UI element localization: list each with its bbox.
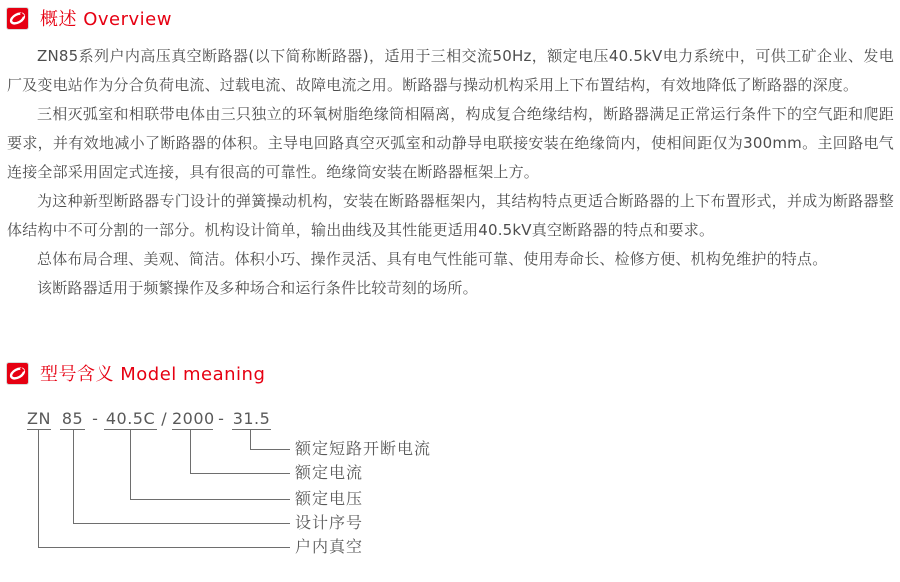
label-design-serial: 设计序号: [295, 513, 364, 532]
connector-line: [73, 430, 74, 523]
model-segment-design-serial: 85: [61, 409, 84, 428]
label-breaking-current: 额定短路开断电流: [295, 439, 432, 458]
overview-section-header: [0, 0, 900, 31]
model-meaning-title: 型号含义 Model meaning: [40, 364, 266, 385]
connector-line: [38, 547, 290, 548]
model-segment-rated-voltage: 40.5C: [105, 409, 156, 428]
connector-line: [250, 430, 251, 449]
logo-swirl-icon: [6, 7, 29, 30]
connector-line: [250, 449, 290, 450]
label-rated-voltage: 额定电压: [295, 489, 364, 508]
model-segment-breaking-current: 31.5: [232, 409, 271, 428]
connector-line: [38, 430, 39, 547]
overview-body: [0, 31, 900, 303]
overview-paragraph: 该断路器适用于频繁操作及多种场合和运行条件比较苛刻的场所。: [37, 279, 478, 297]
model-segment-type: ZN: [27, 409, 51, 428]
connector-line: [190, 473, 290, 474]
connector-line: [190, 430, 191, 473]
connector-line: [73, 523, 290, 524]
logo-swirl-icon: [6, 362, 29, 385]
connector-line: [130, 430, 131, 499]
connector-line: [130, 499, 290, 500]
overview-paragraph: ZN85系列户内高压真空断路器(以下简称断路器)，适用于三相交流50Hz，额定电压40.5kV电力系统中，可供工矿企业、发电厂及变电站作为分合负荷电流、过载电流、故障电流之用。断路器与操动机构采用上下布置结构，有效地降低了断路器的深度。: [7, 47, 894, 94]
model-segment-rated-current: 2000: [172, 409, 215, 428]
overview-paragraph: 为这种新型断路器专门设计的弹簧操动机构，安装在断路器框架内，其结构特点更适合断路器的上下布置形式，并成为断路器整体结构中不可分割的一部分。机构设计简单，输出曲线及其性能更适用40.5kV真空断路器的特点和要求。: [7, 192, 894, 239]
overview-paragraph: 三相灭弧室和相联带电体由三只独立的环氧树脂绝缘筒相隔离，构成复合绝缘结构，断路器满足正常运行条件下的空气距和爬距要求，并有效地减小了断路器的体积。主导电回路真空灭弧室和动静导电联接安装在绝缘筒内，使相间距仅为300mm。主回路电气连接全部采用固定式连接，具有很高的可靠性。绝缘筒安装在断路器框架上方。: [7, 105, 894, 181]
model-separator: -: [92, 409, 98, 428]
label-indoor-vacuum: 户内真空: [295, 537, 364, 556]
overview-paragraph: 总体布局合理、美观、简洁。体积小巧、操作灵活、具有电气性能可靠、使用寿命长、检修方便、机构免维护的特点。: [37, 250, 828, 268]
overview-title: 概述 Overview: [40, 9, 172, 30]
model-separator: -: [218, 409, 224, 428]
model-meaning-section-header: [0, 360, 900, 386]
label-rated-current: 额定电流: [295, 463, 364, 482]
model-meaning-diagram: [0, 408, 900, 560]
model-separator: /: [161, 409, 167, 428]
